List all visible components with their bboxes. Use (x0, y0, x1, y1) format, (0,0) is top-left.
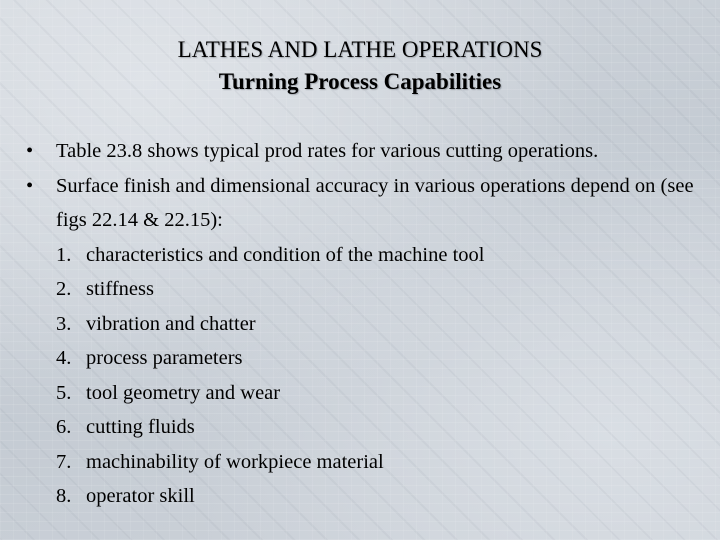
factor-text: operator skill (86, 485, 195, 507)
bullet-item (26, 134, 706, 169)
factor-item (56, 341, 706, 376)
factor-number: 5. (56, 381, 72, 404)
bullet-text: Surface finish and dimensional accuracy in various operations depend on (see figs 22.14 & 22.15): (56, 174, 694, 231)
factor-number: 7. (56, 450, 72, 473)
factor-text: tool geometry and wear (86, 381, 281, 404)
factor-number: 1. (56, 243, 72, 266)
factor-text: stiffness (86, 278, 154, 300)
bullet-item (26, 169, 706, 238)
factor-item (56, 479, 706, 514)
factor-item (56, 410, 706, 445)
bullet-marker: • (26, 174, 34, 197)
factor-item (56, 238, 706, 273)
factor-text: machinability of workpiece material (86, 450, 384, 473)
factor-item (56, 445, 706, 480)
factor-text: characteristics and condition of the machine tool (86, 243, 485, 266)
factor-number: 2. (56, 278, 72, 300)
factor-number: 3. (56, 312, 72, 335)
slide-subtitle: Turning Process Capabilities (218, 69, 502, 94)
factor-text: cutting fluids (86, 416, 195, 438)
factor-number: 6. (56, 416, 72, 438)
factor-text: process parameters (86, 347, 243, 369)
factor-item (56, 307, 706, 342)
bullet-text: Table 23.8 shows typical prod rates for various cutting operations. (56, 140, 599, 162)
slide-title-block (0, 34, 720, 98)
factor-item (56, 272, 706, 307)
bullet-marker: • (26, 140, 34, 162)
factor-list (26, 238, 706, 514)
factor-item (56, 376, 706, 411)
slide-content (26, 134, 706, 514)
slide-title: LATHES AND LATHE OPERATIONS (177, 37, 543, 62)
factor-number: 4. (56, 347, 72, 369)
factor-number: 8. (56, 485, 72, 507)
factor-text: vibration and chatter (86, 312, 256, 335)
